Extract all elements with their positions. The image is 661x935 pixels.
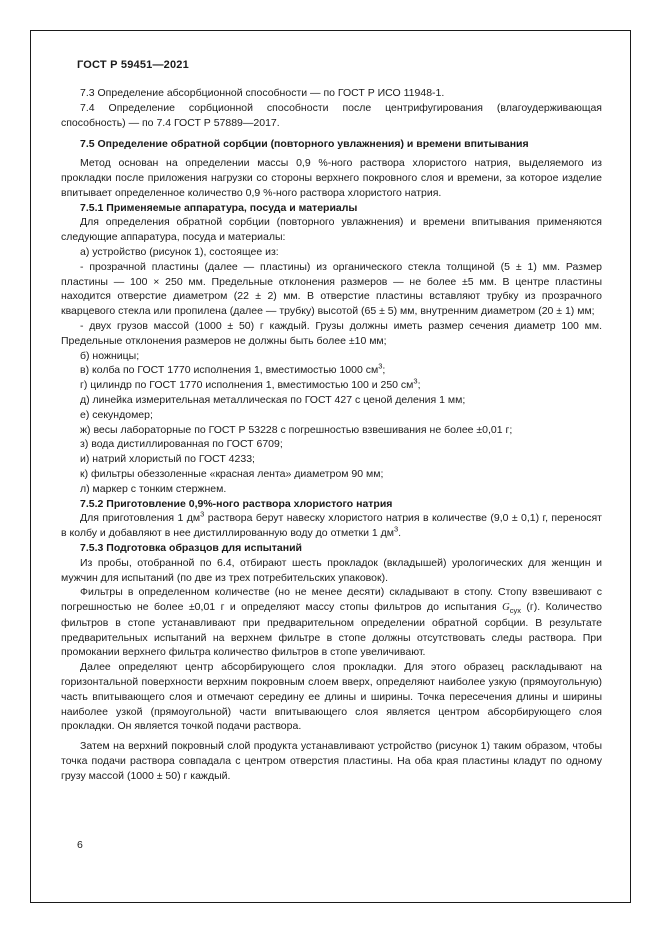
paragraph: в) колба по ГОСТ 1770 исполнения 1, вместимостью 1000 $см^3$; (80, 361, 386, 377)
paragraph: к) фильтры обеззоленные «красная лента» диаметром 90 мм; (80, 467, 384, 480)
paragraph: Метод основан на определении массы 0,9 %-ного раствора хлористого натрия, выделяемого из прокладки после приложения нагрузки со стороны верхнего покровного слоя и времени, за которое изделие впитывает определенное количество 0,9 %-ного раствора хлористого натрия. (61, 157, 602, 199)
paragraph: Из пробы, отобранной по 6.4, отбирают шесть прокладок (вкладышей) урологических для женщин и мужчин для испытаний (по две из трех потребительских упаковок). (61, 556, 602, 584)
paragraph: 7.3 Определение абсорбционной способности — по ГОСТ Р ИСО 11948-1. (80, 87, 445, 99)
paragraph: Для определения обратной сорбции (повторного увлажнения) и времени впитывания применяются следующие аппаратура, посуда и материалы: (61, 216, 602, 244)
section-heading: 7.5.1 Применяемые аппаратура, посуда и материалы (80, 201, 358, 214)
paragraph: - двух грузов массой (1000 ± 50) г каждый. Грузы должны иметь размер сечения диаметр 100 мм. Предельные отклонения размеров не должны быть более ±10 мм; (61, 319, 602, 347)
paragraph: е) секундомер; (80, 408, 153, 421)
paragraph: 7.4 Определение сорбционной способности после центрифугирования (влагоудерживающая способность) — по 7.4 ГОСТ Р 57889—2017. (61, 101, 602, 129)
paragraph: Фильтры в определенном количестве (но не менее десяти) складывают в стопу. Стопу взвешивают с погрешностью не более ±0,01 г и определяют массу стопы фильтров до испытания $G_{сух}$ (г). Количество фильтров в стопе устанавливают при предварительном определении обратной сорбции. В результате предварительных испытаний на верхнем фильтре в стопе должны отсутствовать следы раствора. При промокании верхнего фильтра количество фильтров в стопе увеличивают. (61, 586, 602, 659)
paragraph: Для приготовления 1 $дм^3$ раствора берут навеску хлористого натрия в количестве (9,0 ± 0,1) г, переносят в колбу и добавляют в нее дистиллированную воду до отметки 1 $дм^3$. (61, 509, 602, 540)
document-body (61, 86, 602, 784)
paragraph: а) устройство (рисунок 1), состоящее из: (80, 245, 279, 258)
paragraph: ж) весы лабораторные по ГОСТ Р 53228 с погрешностью взвешивания не более ±0,01 г; (80, 423, 513, 436)
paragraph: Затем на верхний покровный слой продукта устанавливают устройство (рисунок 1) таким образом, чтобы точка подачи раствора совпадала с центром отверстия пластины. На оба края пластины кладут по одному грузу массой (1000 ± 50) г каждый. (61, 740, 602, 782)
section-heading: 7.5.3 Подготовка образцов для испытаний (80, 541, 302, 554)
paragraph: д) линейка измерительная металлическая по ГОСТ 427 с ценой деления 1 мм; (80, 393, 466, 406)
page-border-frame (30, 30, 631, 903)
running-header: ГОСТ Р 59451—2021 (77, 59, 189, 71)
paragraph: б) ножницы; (80, 349, 140, 362)
section-heading: 7.5 Определение обратной сорбции (повторного увлажнения) и времени впитывания (80, 138, 529, 151)
paragraph: и) натрий хлористый по ГОСТ 4233; (80, 453, 255, 466)
section-heading: 7.5.2 Приготовление 0,9%-ного раствора хлористого натрия (80, 497, 393, 510)
paragraph: г) цилиндр по ГОСТ 1770 исполнения 1, вместимостью 100 и 250 $см^3$; (80, 376, 421, 392)
paragraph: з) вода дистиллированная по ГОСТ 6709; (80, 438, 283, 451)
paragraph: л) маркер с тонким стержнем. (80, 482, 227, 495)
paragraph: Далее определяют центр абсорбирующего слоя прокладки. Для этого образец раскладывают на горизонтальной поверхности верхним покровным слоем вверх, определяют наиболее узкую (прямоугольную) часть впитывающего слоя и отмечают середину ее длины и ширины. Точка пересечения длины и ширины наиболее узкой (прямоугольной) части впитывающего слоя является центром абсорбирующего слоя прокладки. Он является точкой подачи раствора. (61, 661, 602, 733)
page-number: 6 (77, 839, 83, 851)
paragraph: - прозрачной пластины (далее — пластины) из органического стекла толщиной (5 ± 1) мм. Размер пластины — 100 × 250 мм. Предельные отклонения размеров — не более ±5 мм. В центре пластины находится отверстие диаметром (22 ± 2) мм. В отверстие пластины вставляют трубку из прозрачного кварцевого стекла или пропилена (далее — трубку) высотой (65 ± 5) мм, внутренним диаметром (20 ± 1) мм; (61, 260, 602, 318)
